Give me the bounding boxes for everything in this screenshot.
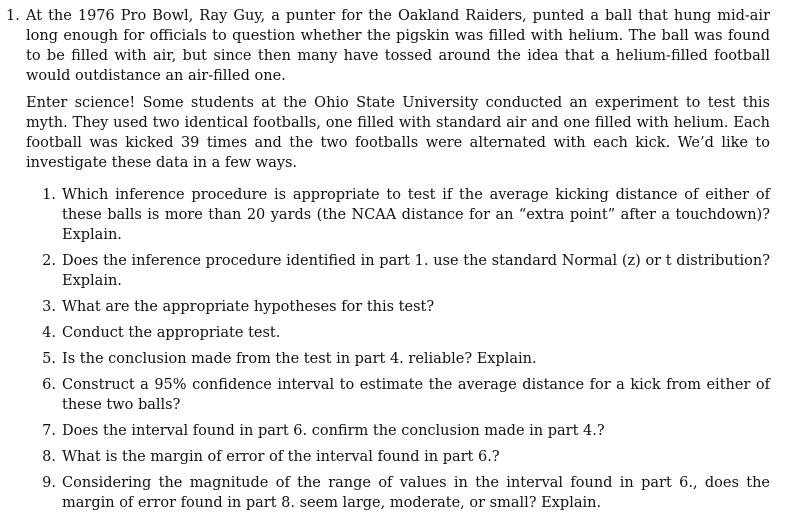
question-text: Does the inference procedure identified in part 1. use the standard Normal (z) or t distribution? Explain. [62, 253, 770, 289]
problem-1 [6, 6, 770, 519]
question-text: Considering the magnitude of the range of values in the interval found in part 6., does the margin of error found in part 8. seem large, moderate, or small? Explain. [62, 475, 770, 511]
question-item-9 [26, 473, 770, 513]
question-item-3 [26, 297, 770, 317]
question-text: What are the appropriate hypotheses for this test? [62, 299, 435, 315]
question-number: 1. [42, 187, 56, 203]
question-item-5 [26, 349, 770, 369]
question-number: 6. [42, 377, 56, 393]
experiment-paragraph: Enter science! Some students at the Ohio State University conducted an experiment to test this myth. They used two identical footballs, one filled with standard air and one filled with helium. Each football was kicked 39 times and the two footballs were alternated with each kick. We’d like to investigate these data in a few ways. [26, 95, 770, 171]
question-number: 2. [42, 253, 56, 269]
question-item-8 [26, 447, 770, 467]
question-number: 9. [42, 475, 56, 491]
question-item-2 [26, 251, 770, 291]
question-text: Which inference procedure is appropriate to test if the average kicking distance of either of these balls is more than 20 yards (the NCAA distance for an “extra point” after a touchdown)? Explain. [62, 187, 770, 243]
intro-paragraph: At the 1976 Pro Bowl, Ray Guy, a punter for the Oakland Raiders, punted a ball that hung mid-air long enough for officials to question whether the pigskin was filled with helium. The ball was found to be filled with air, but since then many have tossed around the idea that a helium-filled football would outdistance an air-filled one. [26, 8, 770, 84]
question-text: Conduct the appropriate test. [62, 325, 281, 341]
question-item-4 [26, 323, 770, 343]
question-number: 4. [42, 325, 56, 341]
question-number: 5. [42, 351, 56, 367]
question-number: 8. [42, 449, 56, 465]
problem-number: 1. [6, 8, 20, 24]
question-text: Does the interval found in part 6. confirm the conclusion made in part 4.? [62, 423, 605, 439]
question-text: What is the margin of error of the interval found in part 6.? [62, 449, 500, 465]
problem-body [26, 6, 770, 519]
question-text: Is the conclusion made from the test in part 4. reliable? Explain. [62, 351, 537, 367]
question-item-1 [26, 185, 770, 245]
question-text: Construct a 95% confidence interval to estimate the average distance for a kick from either of these two balls? [62, 377, 770, 413]
question-list [26, 185, 770, 513]
question-item-7 [26, 421, 770, 441]
question-number: 3. [42, 299, 56, 315]
question-item-6 [26, 375, 770, 415]
question-number: 7. [42, 423, 56, 439]
